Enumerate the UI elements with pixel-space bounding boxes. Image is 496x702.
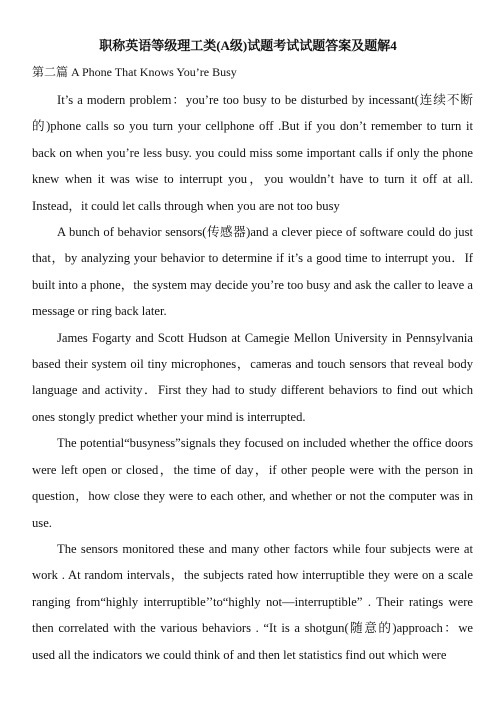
paragraph-2: A bunch of behavior sensors(传感器)and a clever piece of software could do just that，by analyzing your behavior to determine if it’s a good time to interrupt you．If built into a phone，the system may decide you’re too busy and ask the caller to leave a message or ring back later.: [32, 225, 473, 319]
article-body: [32, 87, 473, 668]
paragraph-1: It’s a modern problem：you’re too busy to be disturbed by incessant(连续不断的)phone calls so you turn your cellphone off .But if you don’t remember to turn it back on when you’re less busy. you could miss some important calls if only the phone knew when it was wise to interrupt you，you wouldn’t have to turn it off at all. Instead，it could let calls through when you are not too busy: [32, 93, 473, 213]
paragraph-5: The sensors monitored these and many other factors while four subjects were at work . At random intervals，the subjects rated how interruptible they were on a scale ranging from“highly interruptible’’to“highly not—interruptible” . Their ratings were then correlated with the various behaviors . “It is a shotgun(随意的)approach：we used all the indicators we could think of and then let statistics find out which were: [32, 541, 473, 662]
document-title: 职称英语等级理工类(A级)试题考试试题答案及题解4: [99, 38, 397, 53]
section-heading: 第二篇 A Phone That Knows You’re Busy: [32, 65, 237, 79]
paragraph-3: James Fogarty and Scott Hudson at Camegie Mellon University in Pennsylvania based their system oil tiny microphones，cameras and touch sensors that reveal body language and activity．First they had to study different behaviors to find out which ones stongly predict whether your mind is interrupted.: [32, 330, 473, 424]
paragraph-4: The potential“busyness”signals they focused on included whether the office doors were left open or closed，the time of day，if other people were with the person in question，how close they were to each other, and whether or not the computer was in use.: [32, 436, 473, 530]
